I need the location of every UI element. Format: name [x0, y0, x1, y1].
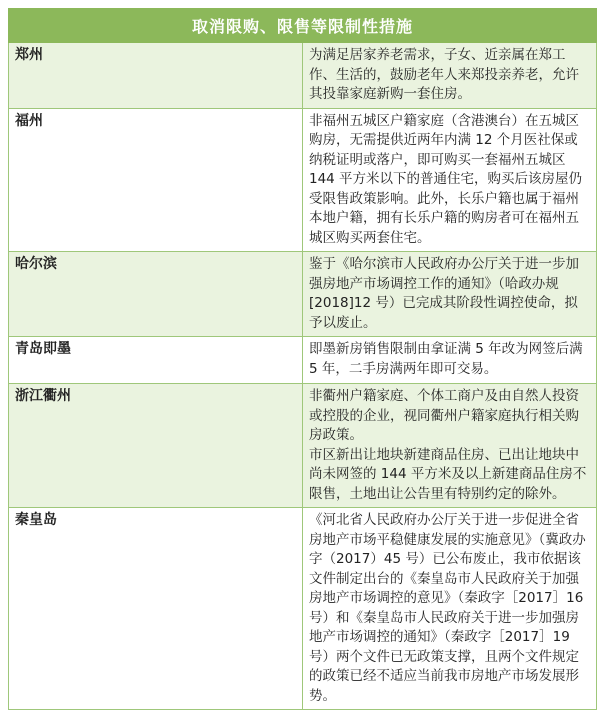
policy-cell	[303, 108, 597, 252]
table-row	[9, 384, 597, 508]
table-row	[9, 108, 597, 252]
policy-text: 市区新出让地块新建商品住房、已出让地块中尚未网签的 144 平方米及以上新建商品住房不限售，土地出让公告里有特别约定的除外。	[309, 446, 587, 502]
policy-text: 非福州五城区户籍家庭（含港澳台）在五城区购房，无需提供近两年内满 12 个月医社保或纳税证明或落户，即可购买一套福州五城区 144 平方米以下的普通住宅，购买后该房屋仍受限售政策影响。此外，长乐户籍也属于福州本地户籍，拥有长乐户籍的购房者可在福州五城区购买两套住宅。	[309, 112, 583, 246]
city-cell: 哈尔滨	[9, 252, 303, 337]
policy-cell	[303, 384, 597, 508]
policy-cell	[303, 508, 597, 710]
policy-text: 非衢州户籍家庭、个体工商户及由自然人投资或控股的企业，视同衢州户籍家庭执行相关购房政策。	[309, 388, 579, 443]
policy-cell	[303, 43, 597, 109]
city-cell: 福州	[9, 108, 303, 252]
policy-text: 为满足居家养老需求，子女、近亲属在郑工作、生活的，鼓励老年人来郑投亲养老，允许其投靠家庭新购一套住房。	[309, 47, 579, 102]
policy-text: 鉴于《哈尔滨市人民政府办公厅关于进一步加强房地产市场调控工作的通知》（哈政办规[2018]12 号）已完成其阶段性调控使命，拟予以废止。	[309, 256, 579, 331]
policy-table-container	[8, 8, 597, 710]
city-cell: 青岛即墨	[9, 337, 303, 384]
policy-cell	[303, 252, 597, 337]
city-cell: 郑州	[9, 43, 303, 109]
table-row	[9, 337, 597, 384]
table-row	[9, 43, 597, 109]
table-title: 取消限购、限售等限制性措施	[9, 9, 597, 43]
policy-cell	[303, 337, 597, 384]
city-cell: 浙江衢州	[9, 384, 303, 508]
policy-text: 《河北省人民政府办公厅关于进一步促进全省房地产市场平稳健康发展的实施意见》（冀政办字（2017）45 号）已公布废止，我市依据该文件制定出台的《秦皇岛市人民政府关于加强房地产市场调控的意见》（秦政字［2017］16 号）和《秦皇岛市人民政府关于进一步加强房地产市场调控的通知》（秦政字［2017］19 号）两个文件已无政策支撑，且两个文件规定的政策已经不适应当前我市房地产市场发展形势。	[309, 512, 586, 704]
policy-table	[8, 8, 597, 710]
policy-text: 即墨新房销售限制由拿证满 5 年改为网签后满 5 年，二手房满两年即可交易。	[309, 341, 583, 377]
city-cell: 秦皇岛	[9, 508, 303, 710]
table-row	[9, 252, 597, 337]
table-row	[9, 508, 597, 710]
